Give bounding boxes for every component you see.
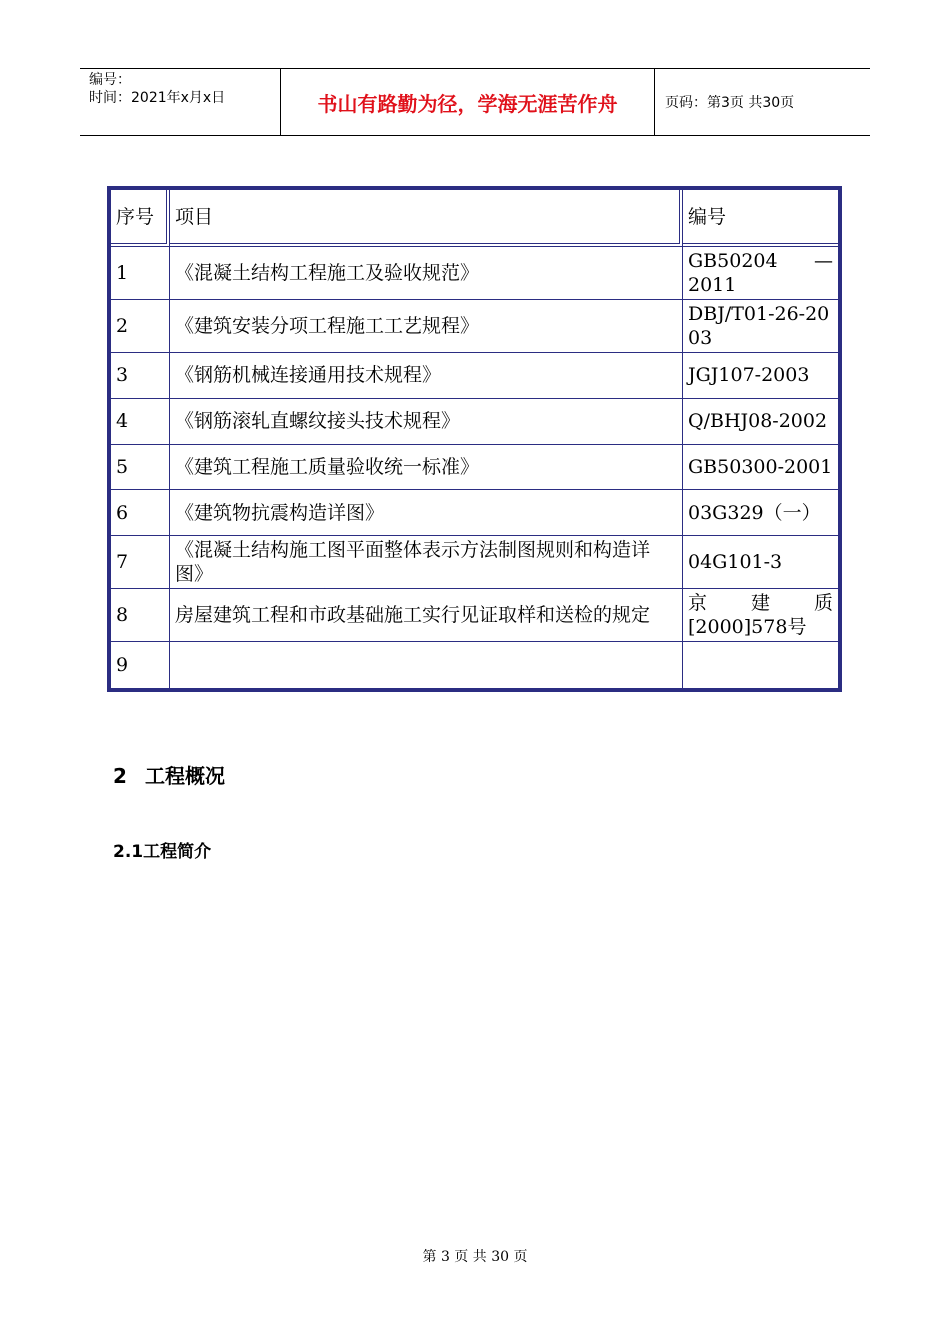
row-item: 《钢筋滚轧直螺纹接头技术规程》 <box>170 399 683 445</box>
number-label: 编号： <box>89 72 131 88</box>
table-row <box>111 536 838 589</box>
section-title: 工程概况 <box>145 764 225 788</box>
table-row <box>111 490 838 536</box>
row-index: 7 <box>111 536 170 589</box>
row-code <box>683 642 838 688</box>
table-row <box>111 642 838 688</box>
section-number: 2 <box>113 764 127 788</box>
header-item: 项目 <box>170 190 683 247</box>
header-motto: 书山有路勤为径，学海无涯苦作舟 <box>281 69 655 135</box>
row-code: JGJ107-2003 <box>683 353 838 399</box>
row-index: 6 <box>111 490 170 536</box>
standards-table <box>107 186 842 692</box>
row-index: 9 <box>111 642 170 688</box>
row-code: GB50300-2001 <box>683 445 838 491</box>
header-meta <box>80 69 281 135</box>
page-header <box>80 68 870 136</box>
table-row <box>111 589 838 642</box>
row-index: 3 <box>111 353 170 399</box>
table-header-row <box>111 190 838 247</box>
row-index: 1 <box>111 247 170 300</box>
row-item: 《建筑安装分项工程施工工艺规程》 <box>170 300 683 353</box>
row-item <box>170 642 683 688</box>
row-item: 《建筑工程施工质量验收统一标准》 <box>170 445 683 491</box>
row-index: 2 <box>111 300 170 353</box>
row-code: Q/BHJ08-2002 <box>683 399 838 445</box>
row-code: DBJ/T01-26-2003 <box>683 300 838 353</box>
row-index: 4 <box>111 399 170 445</box>
header-code: 编号 <box>683 190 838 247</box>
row-item: 《钢筋机械连接通用技术规程》 <box>170 353 683 399</box>
row-item: 《混凝土结构工程施工及验收规范》 <box>170 247 683 300</box>
table-row <box>111 399 838 445</box>
table-row <box>111 247 838 300</box>
row-code: 04G101-3 <box>683 536 838 589</box>
page-footer: 第 3 页 共 30 页 <box>422 1249 528 1265</box>
subsection-heading: 2.1工程简介 <box>113 842 212 862</box>
header-page-info: 页码：第3页 共30页 <box>665 95 795 111</box>
row-code: GB50204 — 2011 <box>683 247 838 300</box>
table-row <box>111 353 838 399</box>
row-item: 房屋建筑工程和市政基础施工实行见证取样和送检的规定 <box>170 589 683 642</box>
row-index: 5 <box>111 445 170 491</box>
row-item: 《混凝土结构施工图平面整体表示方法制图规则和构造详图》 <box>170 536 683 589</box>
row-code: 03G329（一） <box>683 490 838 536</box>
row-code: 京 建 质 [2000]578号 <box>683 589 838 642</box>
table-row <box>111 300 838 353</box>
table-row <box>111 445 838 491</box>
header-index: 序号 <box>111 190 170 247</box>
row-index: 8 <box>111 589 170 642</box>
row-item: 《建筑物抗震构造详图》 <box>170 490 683 536</box>
section-heading <box>113 760 225 789</box>
time-label: 时间：2021年x月x日 <box>89 90 226 106</box>
